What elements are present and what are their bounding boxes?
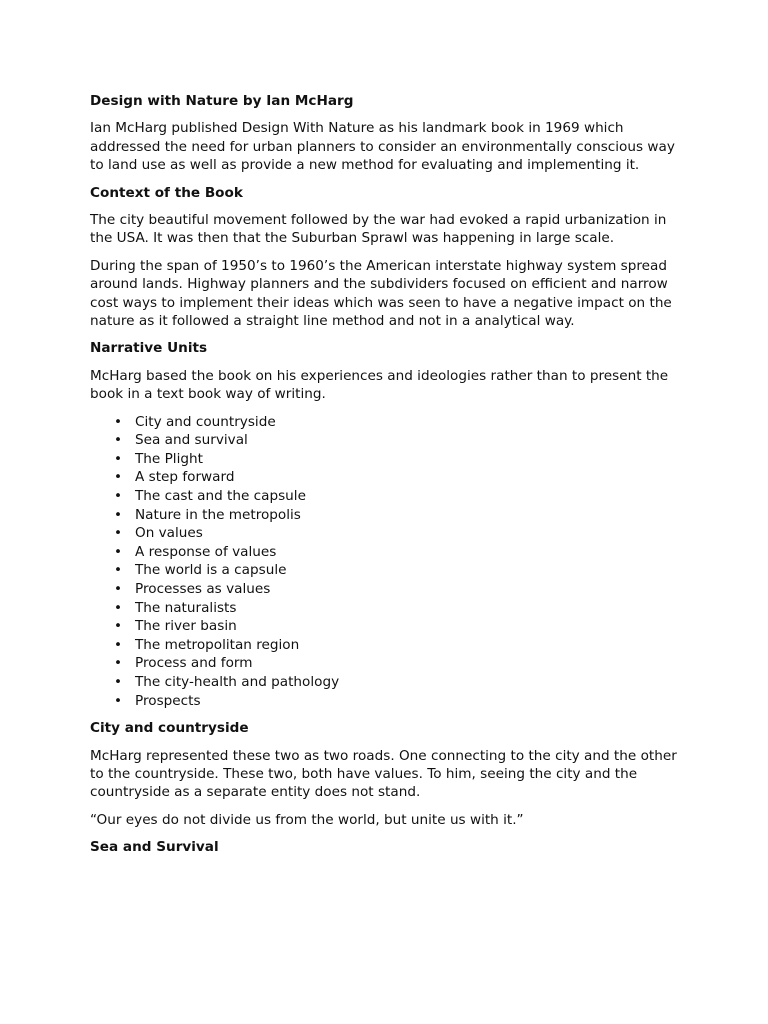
list-item xyxy=(114,673,690,692)
context-heading: Context of the Book xyxy=(90,184,243,201)
city-countryside-heading: City and countryside xyxy=(90,720,249,737)
list-item xyxy=(114,599,690,618)
list-item xyxy=(114,543,690,562)
list-item-label: A step forward xyxy=(135,469,235,486)
bullet-icon: • xyxy=(114,525,123,542)
list-item xyxy=(114,468,690,487)
narrative-heading: Narrative Units xyxy=(90,340,208,357)
list-item-label: On values xyxy=(135,525,203,542)
bullet-icon: • xyxy=(114,450,123,467)
narrative-intro: McHarg based the book on his experiences and ideologies rather than to present the book in a text book way of writing. xyxy=(90,367,669,403)
list-item-label: Prospects xyxy=(135,692,201,709)
list-item xyxy=(114,561,690,580)
list-item-label: City and countryside xyxy=(135,413,276,430)
list-item xyxy=(114,636,690,655)
bullet-icon: • xyxy=(114,581,123,598)
city-countryside-paragraph: McHarg represented these two as two roads. One connecting to the city and the other to the countryside. These two, both have values. To him, seeing the city and the countryside as a separate entity does not stand. xyxy=(90,747,677,801)
context-paragraph-1: The city beautiful movement followed by the war had evoked a rapid urbanization in the USA. It was then that the Suburban Sprawl was happening in large scale. xyxy=(90,212,667,247)
list-item xyxy=(114,487,690,506)
list-item-label: Nature in the metropolis xyxy=(135,506,301,523)
list-item xyxy=(114,431,690,450)
bullet-icon: • xyxy=(114,562,123,579)
list-item xyxy=(114,450,690,469)
list-item xyxy=(114,692,690,711)
list-item xyxy=(114,413,690,432)
bullet-icon: • xyxy=(114,636,123,653)
bullet-icon: • xyxy=(114,432,123,449)
list-item-label: The Plight xyxy=(135,450,203,467)
list-item-label: The world is a capsule xyxy=(135,562,287,579)
narrative-units-list xyxy=(90,413,690,711)
bullet-icon: • xyxy=(114,469,123,486)
list-item xyxy=(114,617,690,636)
list-item xyxy=(114,524,690,543)
bullet-icon: • xyxy=(114,506,123,523)
list-item-label: The city-health and pathology xyxy=(135,674,340,690)
list-item-label: Process and form xyxy=(135,655,253,672)
intro-paragraph: Ian McHarg published Design With Nature as his landmark book in 1969 which addressed the need for urban planners to consider an environmentally conscious way to land use as well as provide a new method for evaluating and implementing it. xyxy=(90,120,675,174)
list-item xyxy=(114,506,690,525)
bullet-icon: • xyxy=(114,413,123,430)
bullet-icon: • xyxy=(114,692,123,709)
list-item-label: The river basin xyxy=(135,618,237,635)
bullet-icon: • xyxy=(114,674,123,690)
list-item-label: Sea and survival xyxy=(135,432,248,449)
bullet-icon: • xyxy=(114,543,123,560)
document-title: Design with Nature by Ian McHarg xyxy=(90,93,354,109)
bullet-icon: • xyxy=(114,599,123,616)
list-item-label: The metropolitan region xyxy=(135,636,300,653)
bullet-icon: • xyxy=(114,655,123,672)
list-item-label: A response of values xyxy=(135,543,277,560)
list-item xyxy=(114,654,690,673)
list-item xyxy=(114,580,690,599)
context-paragraph-2: During the span of 1950’s to 1960’s the American interstate highway system spread around lands. Highway planners and the subdividers focused on efficient and narrow cost ways to implement their ideas which was seen to have a negative impact on the nature as it followed a straight line method and not in a analytical way. xyxy=(90,257,672,330)
bullet-icon: • xyxy=(114,618,123,635)
list-item-label: The naturalists xyxy=(135,599,237,616)
document-page xyxy=(90,92,690,866)
sea-survival-heading: Sea and Survival xyxy=(90,839,219,856)
list-item-label: Processes as values xyxy=(135,581,271,598)
bullet-icon: • xyxy=(114,488,123,505)
quote-paragraph: “Our eyes do not divide us from the world, but unite us with it.” xyxy=(90,811,524,828)
list-item-label: The cast and the capsule xyxy=(135,488,306,505)
